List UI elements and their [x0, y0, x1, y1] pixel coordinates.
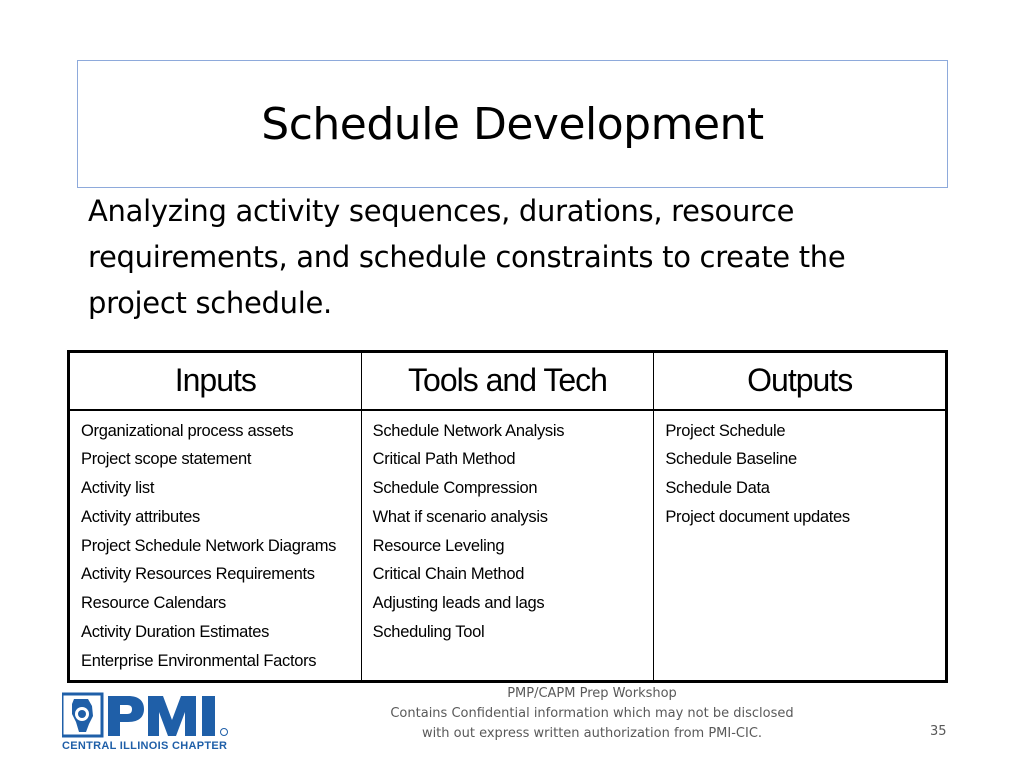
list-item: Organizational process assets: [81, 421, 294, 440]
list-item: Project Schedule: [665, 421, 786, 440]
list-item: Project Schedule Network Diagrams: [81, 536, 337, 555]
slide-title: Schedule Development: [261, 98, 764, 150]
list-item: Resource Calendars: [81, 594, 227, 613]
list-item: Resource Leveling: [372, 536, 505, 555]
list-item: Project scope statement: [81, 450, 252, 469]
list-item: Schedule Data: [665, 479, 770, 498]
page-number: 35: [930, 724, 947, 739]
list-item: Critical Chain Method: [372, 565, 525, 584]
list-item: Schedule Network Analysis: [372, 421, 565, 440]
list-item: Schedule Baseline: [665, 450, 797, 469]
list-item: Scheduling Tool: [372, 623, 485, 642]
header-tools: Tools and Tech: [361, 352, 654, 410]
footer: [360, 684, 824, 744]
list-item: Project document updates: [665, 507, 850, 526]
pmi-logo-mark: [62, 690, 238, 740]
pmi-logo: [62, 690, 238, 756]
table-row: [69, 410, 947, 682]
footer-line-1: PMP/CAPM Prep Workshop: [507, 686, 677, 701]
list-item: Critical Path Method: [372, 450, 516, 469]
header-outputs: Outputs: [654, 352, 947, 410]
itto-table: [67, 350, 948, 683]
list-item: Adjusting leads and lags: [372, 594, 545, 613]
footer-line-2: Contains Confidential information which may not be disclosed: [390, 706, 794, 721]
title-box: [77, 60, 948, 188]
header-inputs: Inputs: [69, 352, 362, 410]
slide-subtitle: Analyzing activity sequences, durations, resource requirements, and schedule constraints to create the project schedule.: [88, 194, 846, 320]
inputs-cell: [69, 410, 362, 682]
tools-cell: [361, 410, 654, 682]
list-item: Schedule Compression: [372, 479, 538, 498]
footer-line-3: with out express written authorization from PMI-CIC.: [421, 726, 763, 741]
outputs-cell: [654, 410, 947, 682]
list-item: Activity Duration Estimates: [81, 623, 270, 642]
list-item: Activity list: [81, 479, 155, 498]
table-header-row: [69, 352, 947, 410]
list-item: Enterprise Environmental Factors: [81, 651, 317, 670]
chapter-label: CENTRAL ILLINOIS CHAPTER: [62, 740, 228, 752]
list-item: Activity attributes: [81, 507, 201, 526]
list-item: Activity Resources Requirements: [81, 565, 315, 584]
list-item: What if scenario analysis: [372, 507, 548, 526]
